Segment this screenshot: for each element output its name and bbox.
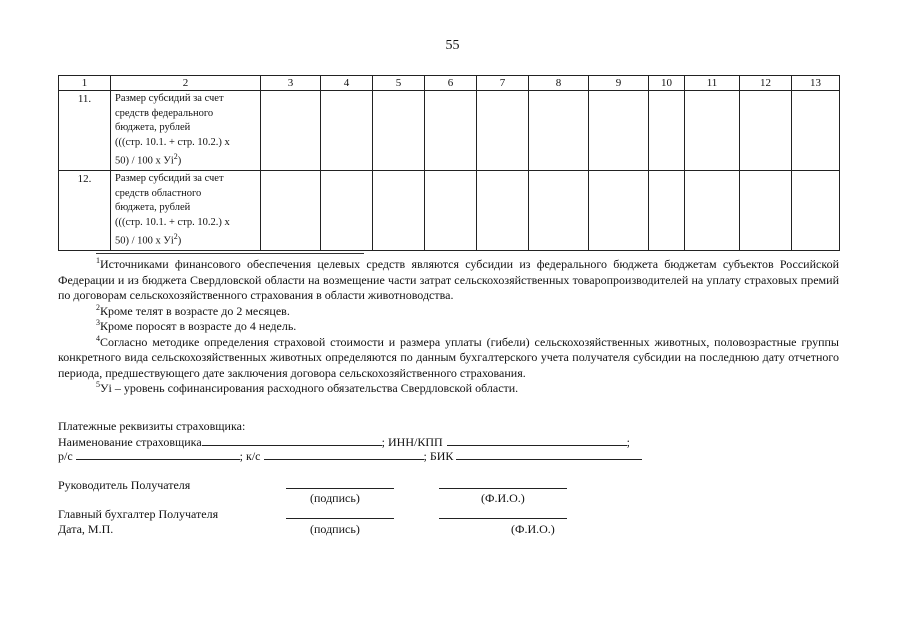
head-signature-line[interactable]	[286, 488, 394, 489]
signature-caption: (подпись)	[310, 522, 360, 536]
subsidy-table	[58, 75, 840, 251]
bik-field[interactable]	[456, 448, 642, 460]
accountant-signature-line[interactable]	[286, 518, 394, 519]
ks-field[interactable]	[264, 448, 424, 460]
fio-caption: (Ф.И.О.)	[481, 491, 525, 505]
table-cell	[740, 171, 792, 251]
fio-caption: (Ф.И.О.)	[511, 522, 555, 536]
desc-line: бюджета, рублей	[115, 202, 191, 213]
footnotes	[58, 257, 839, 397]
insurer-name-label: Наименование страховщика	[58, 435, 202, 449]
table-cell	[373, 91, 425, 171]
table-cell	[321, 171, 373, 251]
table-row	[59, 171, 840, 251]
row-description	[111, 91, 261, 171]
table-cell	[649, 171, 685, 251]
table-cell	[425, 91, 477, 171]
column-header: 12	[740, 76, 792, 91]
column-header: 5	[373, 76, 425, 91]
row-number: 12.	[59, 171, 111, 251]
column-header: 10	[649, 76, 685, 91]
footnote: $^4$Согласно методике определения страховой стоимости и размера уплаты (гибели) сельскохозяйственных животных, половозрастные группы конкретного вида сельскохозяйственных животных определяются по данным бухгалтерского учета получателя субсидии на последнюю дату отчетного периода, предшествующего дате заключения договора сельскохозяйственного страхования.	[58, 333, 839, 380]
desc-line: 50) / 100 х $Уi^2$)	[115, 152, 182, 167]
table-cell	[477, 91, 529, 171]
footnote: $^1$Источниками финансового обеспечения целевых средств являются субсидии из федерального бюджета бюджетам субъектов Российской Федерации и из бюджета Свердловской области на возмещение части затрат сельскохозяйственных товаропроизводителей на уплату страховых премий по договорам сельскохозяйственного страхования в области животноводства.	[58, 256, 839, 302]
inn-kpp-field[interactable]	[447, 434, 627, 446]
footnote-separator	[96, 253, 364, 254]
column-header: 8	[529, 76, 589, 91]
column-header: 1	[59, 76, 111, 91]
table-cell	[321, 91, 373, 171]
rs-field[interactable]	[76, 448, 240, 460]
table-cell	[792, 91, 840, 171]
insurer-name-line: Наименование страховщика ; ИНН/КПП ;	[58, 435, 631, 449]
column-header: 3	[261, 76, 321, 91]
desc-line: средств федерального	[115, 107, 214, 119]
column-header: 11	[685, 76, 740, 91]
insurer-name-field[interactable]	[202, 434, 382, 446]
column-header: 4	[321, 76, 373, 91]
table-cell	[792, 171, 840, 251]
inn-kpp-label: ; ИНН/КПП	[381, 435, 443, 449]
rs-label: р/с	[58, 449, 73, 463]
head-label: Руководитель Получателя	[58, 478, 191, 492]
column-header: 2	[111, 76, 261, 91]
table-cell	[529, 91, 589, 171]
table-cell	[589, 171, 649, 251]
desc-line: 50) / 100 х $Уi^2$)	[115, 232, 182, 247]
table-header-row	[59, 76, 840, 91]
footnote: $^2$Кроме телят в возрасте до 2 месяцев.	[96, 302, 290, 318]
page-number: 55	[445, 38, 460, 53]
table-cell	[529, 171, 589, 251]
bik-label: ; БИК	[423, 449, 454, 463]
head-fio-line[interactable]	[439, 488, 567, 489]
table-cell	[589, 91, 649, 171]
footnote: $^5$Уi – уровень софинансирования расходного обязательства Свердловской области.	[96, 380, 519, 395]
row-number: 11.	[59, 91, 111, 171]
column-header: 13	[792, 76, 840, 91]
date-label: Дата, М.П.	[58, 522, 114, 536]
signature-caption: (подпись)	[310, 491, 360, 505]
table-cell	[740, 91, 792, 171]
table-cell	[261, 91, 321, 171]
table-cell	[685, 91, 740, 171]
desc-line: Размер субсидий за счет	[115, 93, 224, 104]
column-header: 7	[477, 76, 529, 91]
table-cell	[261, 171, 321, 251]
table-cell	[685, 171, 740, 251]
table-cell	[425, 171, 477, 251]
desc-line: Размер субсидий за счет	[115, 173, 224, 184]
desc-line: средств областного	[115, 187, 202, 199]
ks-label: ; к/с	[239, 449, 261, 463]
row-description	[111, 171, 261, 251]
bank-account-line	[58, 448, 642, 464]
desc-line: (((стр. 10.1. + стр. 10.2.) х	[115, 216, 230, 228]
accountant-label: Главный бухгалтер Получателя	[58, 507, 219, 521]
accountant-fio-line[interactable]	[439, 518, 567, 519]
table-cell	[477, 171, 529, 251]
table-row	[59, 91, 840, 171]
desc-line: бюджета, рублей	[115, 122, 191, 133]
footnote: $^3$Кроме поросят в возрасте до 4 недель.	[96, 318, 297, 333]
requisites-title: Платежные реквизиты страховщика:	[58, 419, 246, 433]
table-cell	[649, 91, 685, 171]
desc-line: (((стр. 10.1. + стр. 10.2.) х	[115, 136, 230, 148]
table-cell	[373, 171, 425, 251]
column-header: 6	[425, 76, 477, 91]
column-header: 9	[589, 76, 649, 91]
